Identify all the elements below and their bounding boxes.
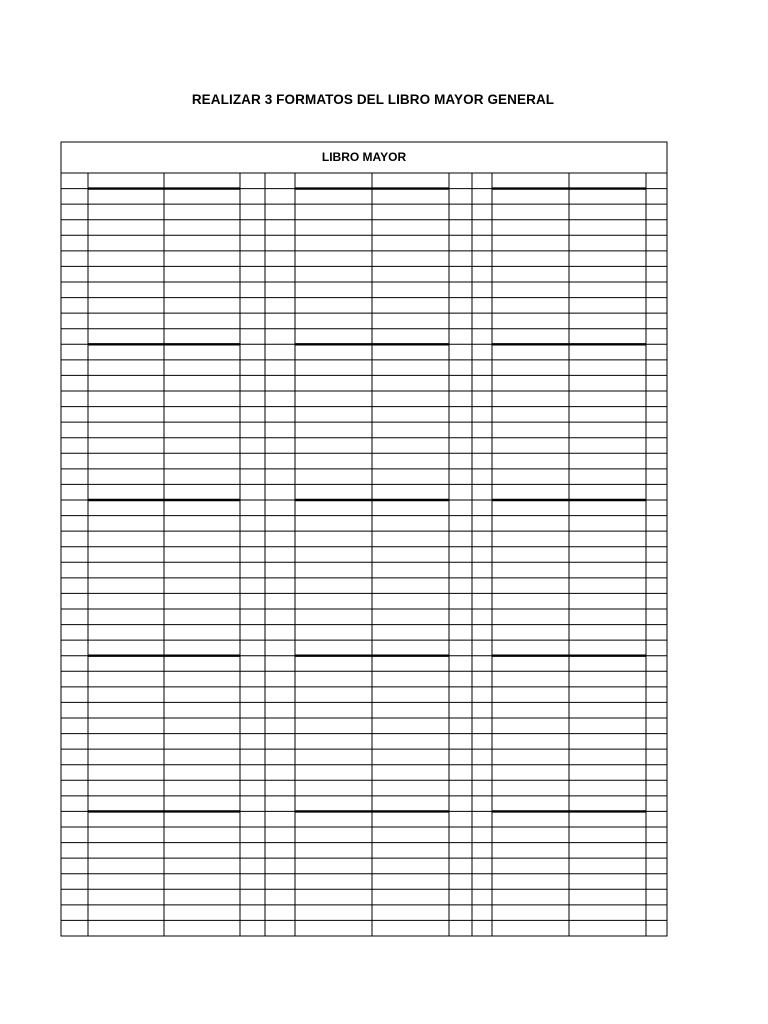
ledger-grid-border (61, 173, 667, 936)
ledger-grid (61, 173, 667, 936)
ledger-title: LIBRO MAYOR (321, 150, 407, 164)
document-title: REALIZAR 3 FORMATOS DEL LIBRO MAYOR GENERAL (191, 92, 555, 107)
